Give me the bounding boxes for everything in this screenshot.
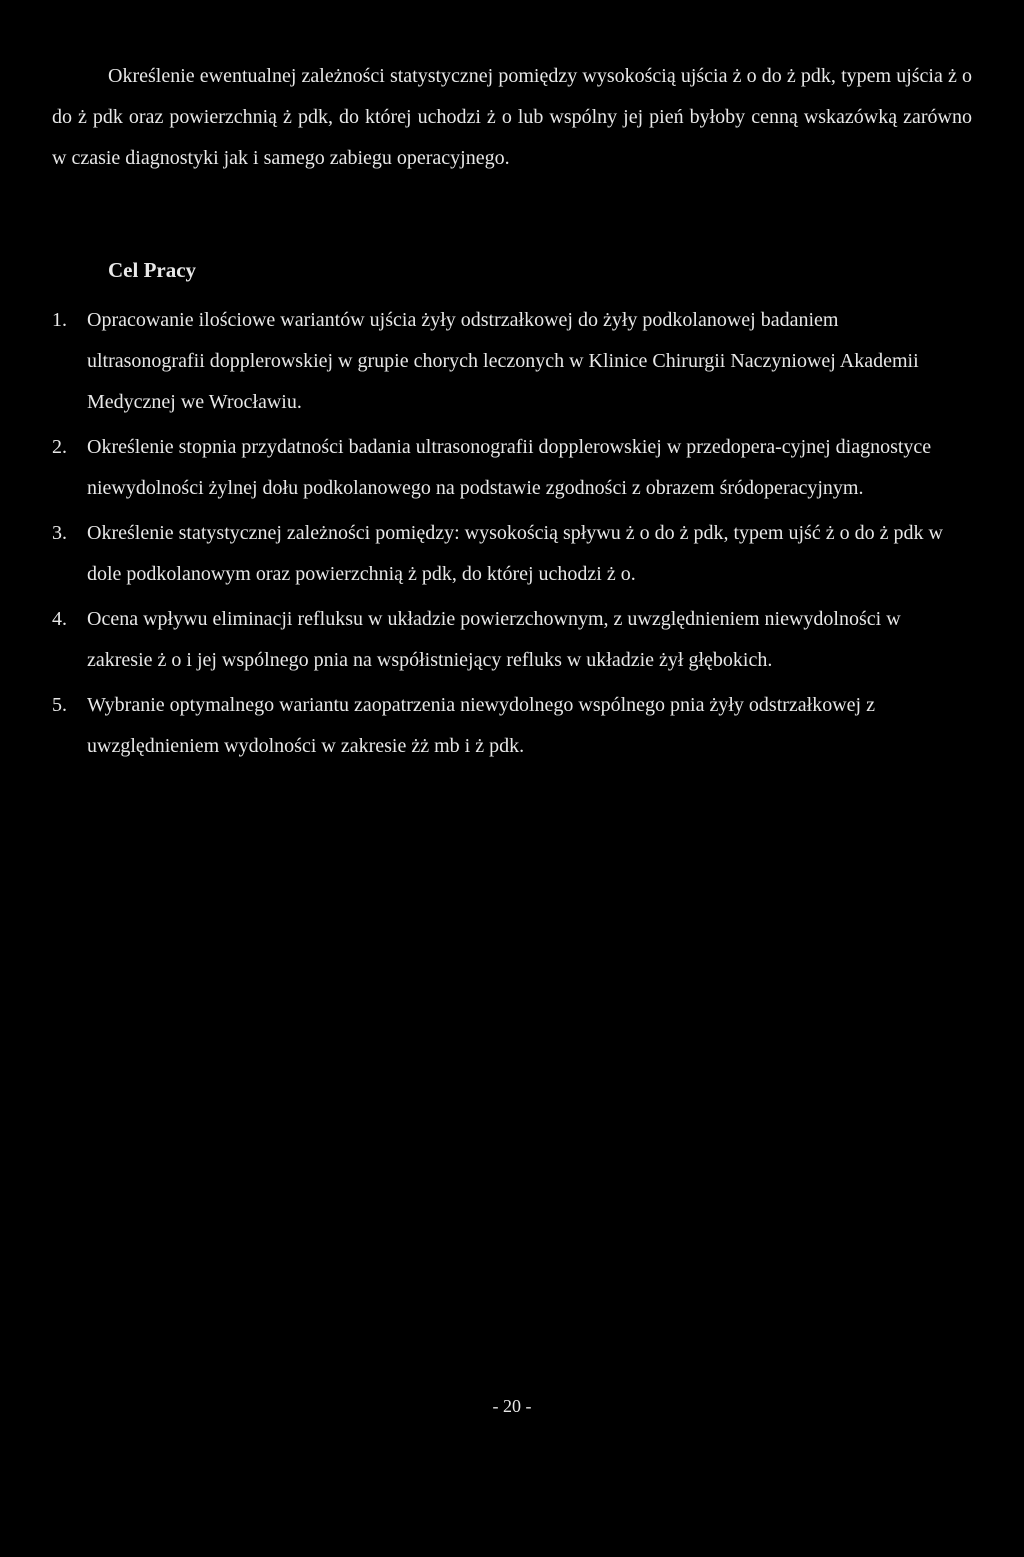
goal-item <box>52 300 952 423</box>
goal-number: 5. <box>52 694 67 716</box>
goal-number: 4. <box>52 608 67 630</box>
section-heading: Cel Pracy <box>108 258 197 282</box>
goal-item <box>52 427 952 509</box>
goal-number: 3. <box>52 522 67 544</box>
goals-list <box>52 300 952 771</box>
goal-item <box>52 513 952 595</box>
goal-number: 2. <box>52 436 67 458</box>
goal-text: Określenie stopnia przydatności badania ultrasonografii dopplerowskiej w przedopera-cyjnej diagnostyce niewydolności żylnej dołu podkolanowego na podstawie zgodności z obrazem śródoperacyjnym. <box>87 436 932 499</box>
goal-item <box>52 685 952 767</box>
goal-text: Opracowanie ilościowe wariantów ujścia żyły odstrzałkowej do żyły podkolanowej badaniem ultrasonografii dopplerowskiej w grupie chorych leczonych w Klinice Chirurgii Naczyniowej Akademii Medycznej we Wrocławiu. <box>87 309 919 413</box>
page-number: - 20 - <box>492 1396 532 1416</box>
goal-text: Określenie statystycznej zależności pomiędzy: wysokością spływu ż o do ż pdk, typem ujść ż o do ż pdk w dole podkolanowym oraz powierzchnią ż pdk, do której uchodzi ż o. <box>87 522 943 585</box>
goal-number: 1. <box>52 309 67 331</box>
goal-text: Ocena wpływu eliminacji refluksu w układzie powierzchownym, z uwzględnieniem niewydolności w zakresie ż o i jej wspólnego pnia na współistniejący refluks w układzie żył głębokich. <box>87 608 901 671</box>
goal-text: Wybranie optymalnego wariantu zaopatrzenia niewydolnego wspólnego pnia żyły odstrzałkowej z uwzględnieniem wydolności w zakresie żż mb i ż pdk. <box>87 694 875 757</box>
goal-item <box>52 599 952 681</box>
intro-paragraph: Określenie ewentualnej zależności statystycznej pomiędzy wysokością ujścia ż o do ż pdk, typem ujścia ż o do ż pdk oraz powierzchnią ż pdk, do której uchodzi ż o lub wspólny jej pień byłoby cenną wskazówką zarówno w czasie diagnostyki jak i samego zabiegu operacyjnego. <box>52 65 972 169</box>
